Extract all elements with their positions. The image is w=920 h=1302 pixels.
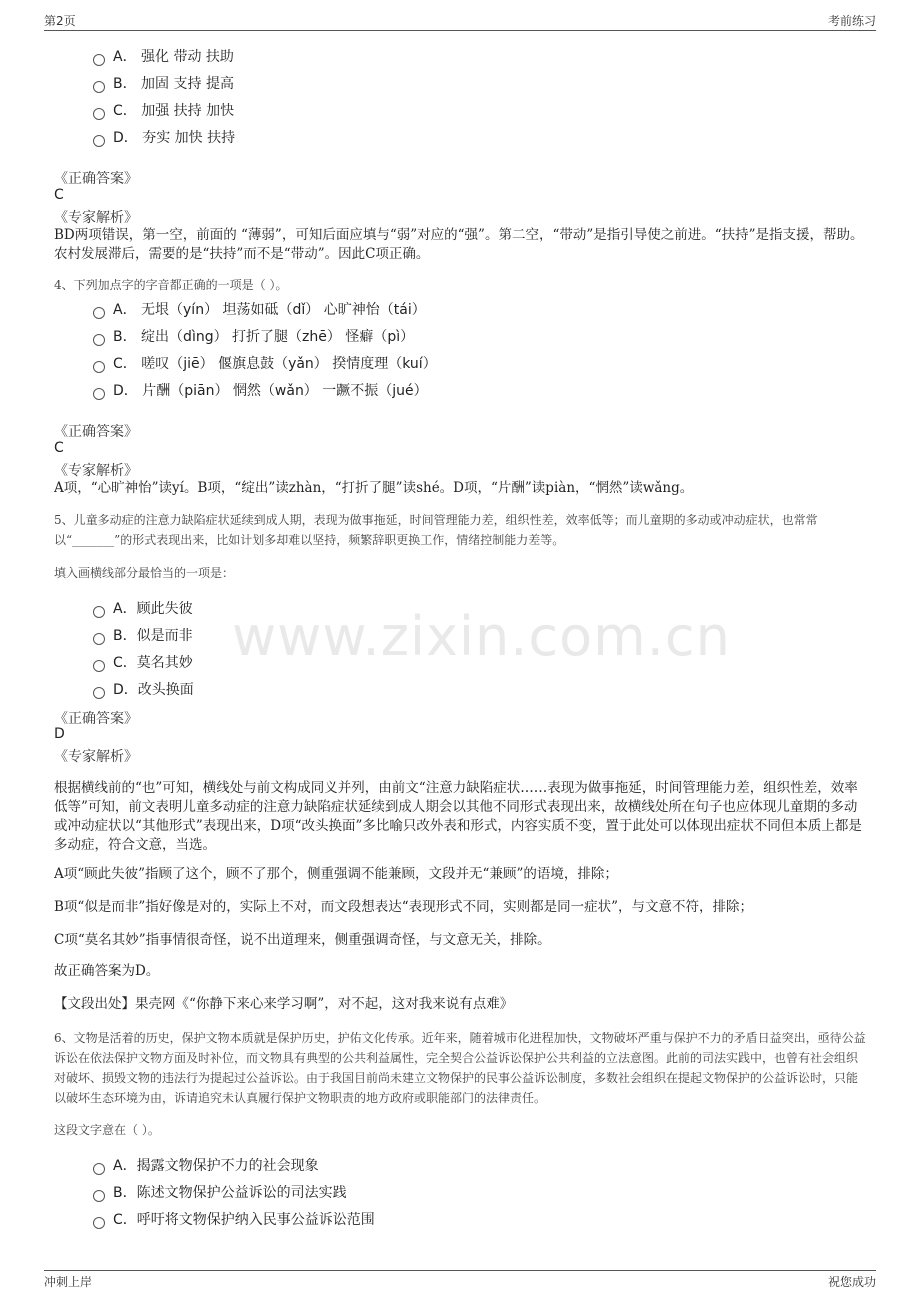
q6-option-c[interactable]: C．呼吁将文物保护纳入民事公益诉讼范围: [93, 1209, 375, 1229]
q5-prompt: 填入画横线部分最恰当的一项是：: [54, 566, 235, 580]
radio-icon[interactable]: [93, 108, 105, 120]
q5-answer: D: [54, 726, 65, 742]
radio-icon[interactable]: [93, 606, 105, 618]
radio-icon[interactable]: [93, 687, 105, 699]
q6-option-a[interactable]: A．揭露文物保护不力的社会现象: [93, 1155, 319, 1175]
q4-question: 4、下列加点字的字音都正确的一项是（ ）。: [54, 278, 288, 292]
q4-option-c[interactable]: C． 嗟叹（jiē） 偃旗息鼓（yǎn） 揆情度理（kuí）: [93, 353, 437, 373]
q4-option-d[interactable]: D． 片酬（piān） 惘然（wǎn） 一蹶不振（jué）: [93, 380, 428, 400]
q6-prompt: 这段文字意在（ ）。: [54, 1123, 160, 1137]
q3-option-b[interactable]: B． 加固 支持 提高: [93, 73, 234, 93]
q5-option-b[interactable]: B．似是而非: [93, 625, 193, 645]
q5-question: 5、儿童多动症的注意力缺陷症状延续到成人期，表现为做事拖延，时间管理能力差，组织性差，效率低等；而儿童期的多动或冲动症状，也常常以“_______”的形式表现出来，比如计划多却难以坚持，频繁辞职更换工作，情绪控制能力差等。: [54, 513, 818, 547]
q3-option-d[interactable]: D． 夯实 加快 扶持: [93, 127, 235, 147]
q5-option-c[interactable]: C．莫名其妙: [93, 652, 193, 672]
radio-icon[interactable]: [93, 81, 105, 93]
radio-icon[interactable]: [93, 1217, 105, 1229]
q6-question: 6、文物是活着的历史，保护文物本质就是保护历史，护佑文化传承。近年来，随着城市化进程加快，文物破坏严重与保护不力的矛盾日益突出，亟待公益诉讼在依法保护文物方面及时补位，而文物具有典型的公共利益属性，完全契合公益诉讼保护公共利益的立法意图。此前的司法实践中，也曾有社会组织对破坏、损毁文物的违法行为提起过公益诉讼。由于我国目前尚未建立文物保护的民事公益诉讼制度，多数社会组织在提起文物保护的公益诉讼时，只能以破坏生态环境为由，诉请追究未认真履行保护文物职责的地方政府或职能部门的法律责任。: [54, 1031, 866, 1105]
q4-analysis: A项，“心旷神怡”读yí。B项，“绽出”读zhàn，“打折了腿”读shé。D项，“片酬”读piàn，“惘然”读wǎng。: [54, 480, 694, 496]
header-title: 考前练习: [827, 14, 876, 28]
q5-analysis-para-3: B项“似是而非”指好像是对的，实际上不对，而文段想表达“表现形式不同，实则都是同一症状”，与文意不符，排除；: [54, 899, 754, 915]
radio-icon[interactable]: [93, 54, 105, 66]
radio-icon[interactable]: [93, 361, 105, 373]
page-number: 第2页: [44, 14, 76, 28]
watermark: www.zixin.com.cn: [232, 605, 731, 668]
q5-source: 【文段出处】果壳网《“你静下来心来学习啊”，对不起，这对我来说有点难》: [54, 996, 514, 1012]
radio-icon[interactable]: [93, 660, 105, 672]
footer-right-text: 祝您成功: [827, 1275, 876, 1289]
radio-icon[interactable]: [93, 135, 105, 147]
q3-answer: C: [54, 187, 64, 203]
q3-answer-label: 《正确答案》: [54, 171, 138, 187]
q5-analysis-para-5: 故正确答案为D。: [54, 963, 160, 979]
footer-left-text: 冲刺上岸: [44, 1275, 93, 1289]
q5-option-d[interactable]: D．改头换面: [93, 679, 194, 699]
q4-answer: C: [54, 440, 64, 456]
radio-icon[interactable]: [93, 334, 105, 346]
radio-icon[interactable]: [93, 1190, 105, 1202]
radio-icon[interactable]: [93, 633, 105, 645]
radio-icon[interactable]: [93, 388, 105, 400]
q4-analysis-label: 《专家解析》: [54, 463, 138, 479]
q3-analysis-label: 《专家解析》: [54, 210, 138, 226]
q5-analysis-para-2: A项“顾此失彼”指顾了这个，顾不了那个，侧重强调不能兼顾，文段并无“兼顾”的语境，排除；: [54, 866, 618, 882]
q6-option-b[interactable]: B．陈述文物保护公益诉讼的司法实践: [93, 1182, 347, 1202]
q5-analysis-label: 《专家解析》: [54, 749, 138, 765]
q5-analysis-para-4: C项“莫名其妙”指事情很奇怪，说不出道理来，侧重强调奇怪，与文意无关，排除。: [54, 932, 551, 948]
radio-icon[interactable]: [93, 1163, 105, 1175]
page-footer: [44, 1270, 876, 1293]
q5-analysis-para-1: 根据横线前的“也”可知，横线处与前文构成同义并列，由前文“注意力缺陷症状……表现为做事拖延，时间管理能力差，组织性差，效率低等”可知，前文表明儿童多动症的注意力缺陷症状延续到成人期会以其他不同形式表现出来，故横线处所在句子也应体现儿童期的多动或冲动症状以“其他形式”表现出来，D项“改头换面”多比喻只改外表和形式，内容实质不变，置于此处可以体现出症状不同但本质上都是多动症，符合文意，当选。: [54, 780, 862, 853]
q3-analysis: BD两项错误，第一空，前面的 “薄弱”，可知后面应填与“弱”对应的“强”。第二空，“带动”是指引导使之前进。“扶持”是指支援，帮助。农村发展滞后，需要的是“扶持”而不是“带动”。因此C项正确。: [54, 227, 864, 262]
q4-option-a[interactable]: A． 无垠（yín） 坦荡如砥（dǐ） 心旷神怡（tái）: [93, 299, 426, 319]
radio-icon[interactable]: [93, 307, 105, 319]
q5-answer-label: 《正确答案》: [54, 711, 138, 727]
q4-answer-label: 《正确答案》: [54, 424, 138, 440]
q3-option-a[interactable]: A． 强化 带动 扶助: [93, 46, 234, 66]
page-header: [44, 12, 876, 31]
q5-option-a[interactable]: A．顾此失彼: [93, 598, 193, 618]
q3-option-c[interactable]: C． 加强 扶持 加快: [93, 100, 234, 120]
q4-option-b[interactable]: B． 绽出（dìng） 打折了腿（zhē） 怪癖（pì）: [93, 326, 414, 346]
